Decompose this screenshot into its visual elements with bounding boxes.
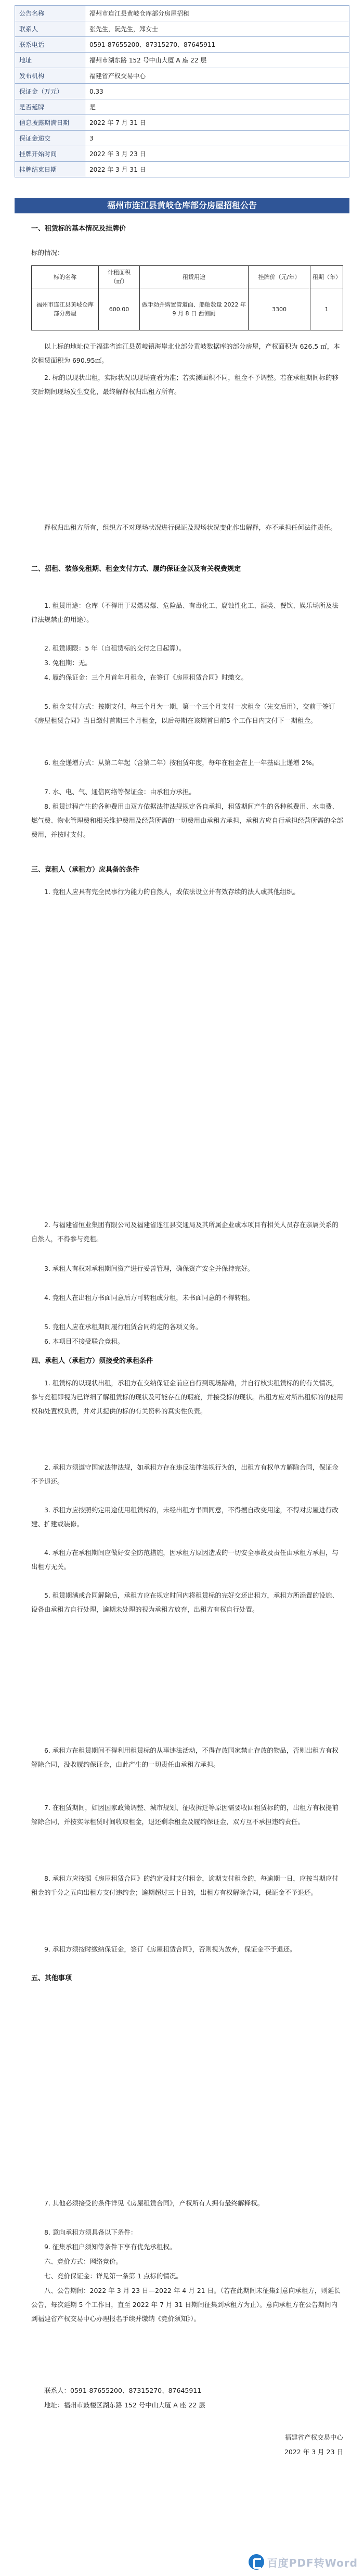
info-row [15,146,349,162]
spec-header-cell: 租期（年） [310,266,343,288]
watermark [249,2553,358,2571]
spec-cell: 3300 [249,288,310,330]
info-row [15,99,349,115]
info-row [15,131,349,146]
info-key: 保证金递交 [15,131,85,146]
paragraph: 6. 本项目不接受联合竞租。 [44,1337,124,1345]
spec-header-cell: 标的名称 [32,266,99,288]
info-key: 是否延牌 [15,99,85,115]
announcement-title: 福州市连江县黄岐仓库部分房屋招租公告 [15,198,349,213]
info-key: 联系人 [15,21,85,37]
info-value: 福州市湖东路 152 号中山大厦 A 座 22 层 [85,53,349,68]
paragraph: 2. 租赁期限：5 年（自租赁标的交付之日起算）。 [44,644,186,652]
info-value: 福州市连江县黄岐仓库部分房屋招租 [85,6,349,21]
paragraph: 9. 承租方须按时缴纳保证金，签订《房屋租赁合同》，否则视为放弃，保证金不予退还。 [44,1945,296,1953]
paragraph: 8. 承租方应按照《房屋租赁合同》的约定及时支付租金，逾期支付租金的，每逾期一日，应按当期应付租金的千分之五向出租方支付违约金；逾期超过三十日的，出租方有权解除合同，保证金不予退还。 [31,1874,339,1896]
spec-header-cell: 计租面积（㎡） [99,266,140,288]
pdf-logo-icon [249,2554,264,2570]
signature-date: 2022 年 3 月 23 日 [284,2448,343,2456]
paragraph: 7. 其他必须接受的条件详见《房屋租赁合同》，产权所有人拥有最终解释权。 [44,2199,264,2207]
section-heading-2: 二、招租、装修免租期、租金支付方式、履约保证金以及有关税费规定 [31,565,241,573]
paragraph: 2. 承租方须遵守国家法律法规，如承租方存在违反法律法规行为的，出租方有权单方解除合同，保证金不予退还。 [31,1463,339,1485]
paragraph: 六、竞价方式：网络竞价。 [44,2258,123,2265]
paragraph: 1. 竞租人应具有完全民事行为能力的自然人，或依法设立并有效存续的法人或其他组织。 [44,888,300,896]
spec-row [32,288,343,330]
paragraph: 3. 承租人有权对承租期间资产进行妥善管理，确保资产安全并保持完好。 [44,1265,254,1272]
info-row [15,6,349,21]
spec-cell: 做手动并购置管道面、船舶数量 2022 年 9 月 8 日 西侧厕 [140,288,249,330]
paragraph: 八、公告期间：2022 年 3 月 23 日—2022 年 4 月 21 日。（若在此期间未征集到意向承租方，则延长公告，每次延期 5 个工作日，直至 2022 年 7 月 31 日期间征集到承租方为止）。意向承租方在公告期间内到福建省产权交易中心办理报名手续并缴纳《竞价须知》）。 [31,2287,341,2323]
paragraph: 7. 在租赁期间，如因国家政策调整、城市规划、征收拆迁等原因需要收回租赁标的的，出租方有权提前解除合同，并按实际租赁时间收取租金，退还剩余租金及履约保证金，双方互不承担违约责任。 [31,1804,339,1826]
signature-org: 福建省产权交易中心 [284,2433,343,2441]
info-key: 挂牌结束日期 [15,162,85,177]
paragraph: 8. 租赁过程产生的各种费用由双方依据法律法规规定各自承担，租赁期间产生的各种税费用、水电费、燃气费、物业管理费和相关维护费用及经营所需的一切费用由承租方承担，承租方应自行承担经营所需的全部费用，并按时支付。 [31,802,344,838]
info-row [15,68,349,84]
section-heading-4: 四、承租人（承租方）须接受的承租条件 [31,1357,153,1365]
paragraph: 7. 水、电、气、通信网络等保证金：由承租方承担。 [44,788,196,796]
info-row [15,53,349,68]
paragraph: 9. 征集承租户须知等条件下享有优先承租权。 [44,2243,176,2251]
paragraph: 2. 与福建省恒业集团有限公司及福建省连江县交通局及其所属企业或本项目有相关人员存在亲属关系的自然人，不得参与竞租。 [31,1221,339,1243]
paragraph: 地址：福州市鼓楼区湖东路 152 号中山大厦 A 座 22 层 [44,2401,205,2409]
info-key: 保证金（万元） [15,84,85,99]
info-key: 公告名称 [15,6,85,21]
info-key: 联系电话 [15,37,85,53]
info-value: 福建省产权交易中心 [85,68,349,84]
paragraph: 释权归出租方所有，组织方不对现场状况进行保证及现场状况变化作出解释，亦不承担任何法律责任。 [44,524,337,531]
info-key: 挂牌开始时间 [15,146,85,162]
paragraph: 5. 租金支付方式：按期支付，每三个月为一期，第一个三个月支付一次租金（先交后用），交前于签订《房屋租赁合同》当日缴付首期三个月租金，以后每期在该期首日前5 个工作日内支付下一期租金。 [31,703,335,724]
info-key: 发布机构 [15,68,85,84]
subject-spec-table [31,265,343,330]
paragraph: 联系人：0591-87655200、87315270、87645911 [44,2387,202,2394]
info-value: 张先生，阮先生，郑女士 [85,21,349,37]
paragraph: 以上标的地址位于福建省连江县黄岐镇海岸北业部分黄岐数据库的部分房屋，产权面积为 626.5 ㎡，本次租赁面积为 690.95㎡。 [31,342,340,364]
spec-cell: 福州市连江县黄岐仓库部分房屋 [32,288,99,330]
spec-header-cell: 租赁用途 [140,266,249,288]
paragraph: 4. 履约保证金：三个月首年月租金，在签订《房屋租赁合同》时缴交。 [44,673,248,681]
paragraph: 6. 租金递增方式：从第二年起（含第二年）按租赁年度，每年在租金在上一年基础上递增 2%。 [44,759,319,767]
info-value: 2022 年 3 月 23 日 [85,146,349,162]
info-row [15,162,349,177]
paragraph: 1. 租赁用途：仓库（不得用于易燃易爆、危险品、有毒化工、腐蚀性化工、酒类、餐饮、娱乐场所及法律法规禁止的用途）。 [31,602,339,623]
section-heading-3: 三、竞租人（承租方）应具备的条件 [31,866,140,874]
info-row [15,84,349,99]
paragraph: 4. 竞租人在出租方书面同意后方可转租或分租，未书面同意的不得转租。 [44,1294,254,1302]
paragraph: 3. 免租期：无。 [44,659,92,667]
info-value: 2022 年 3 月 31 日 [85,162,349,177]
watermark-text: 百度PDF转Word [267,2556,358,2569]
paragraph: 5. 租赁期满或合同解除后，承租方应在规定时间内将租赁标的完好交还出租方，承租方所添置的设施、设备由承租方自行处理，逾期未处理的视为承租方放弃，出租方有权自行处置。 [31,1591,339,1613]
info-key: 地址 [15,53,85,68]
info-value: 0.33 [85,84,349,99]
spec-cell: 1 [310,288,343,330]
paragraph: 4. 承租方在承租期间应做好安全防范措施，因承租方原因造成的一切安全事故及责任由承租方承担，与出租方无关。 [31,1549,339,1571]
paragraph: 3. 承租方应按照约定用途使用租赁标的，未经出租方书面同意，不得擅自改变用途，不得对房屋进行改建、扩建或装修。 [31,1506,339,1528]
subject-label: 标的情况： [31,249,64,257]
info-value: 0591-87655200、87315270、87645911 [85,37,349,53]
paragraph: 2. 标的以现状出租，实际状况以现场查看为准；若实测面积不同，租金不予调整。若在承租期间标的移交后期间现场发生变化，最终解释权归出租方所有。 [31,374,339,396]
info-key: 信息披露期满日期 [15,115,85,131]
info-value: 3 [85,131,349,146]
info-row [15,115,349,131]
spec-cell: 600.00 [99,288,140,330]
paragraph: 七、竞价保证金：详见第一条第 1 点标的情况。 [44,2272,183,2280]
info-row [15,37,349,53]
spec-header-cell: 挂牌价（元/年） [249,266,310,288]
info-value: 2022 年 7 月 31 日 [85,115,349,131]
paragraph: 6. 承租方在租赁期间不得利用租赁标的从事违法活动，不得存放国家禁止存放的物品，否则出租方有权解除合同，没收履约保证金，由此产生的一切责任由承租方承担。 [31,1746,339,1768]
info-row [15,21,349,37]
paragraph: 5. 竞租人应在承租期间履行租赁合同约定的各项义务。 [44,1323,202,1331]
info-table [15,5,349,177]
section-heading-5: 五、其他事项 [31,1974,72,1982]
section-heading-1: 一、租赁标的基本情况及挂牌价 [31,225,126,233]
paragraph: 1. 租赁标的以现状出租，承租方在交纳保证金前应自行到现场踏勘，并自行核实租赁标的的有关情况，参与竞租即视为已详细了解租赁标的现状及可能存在的瑕疵，并接受标的现状。出租方应对所出租标的的使用权和处置权负责，并对其提供的标的有关资料的真实性负责。 [31,1379,344,1415]
paragraph: 8. 意向承租方须具备以下条件： [44,2228,137,2236]
info-value: 是 [85,99,349,115]
